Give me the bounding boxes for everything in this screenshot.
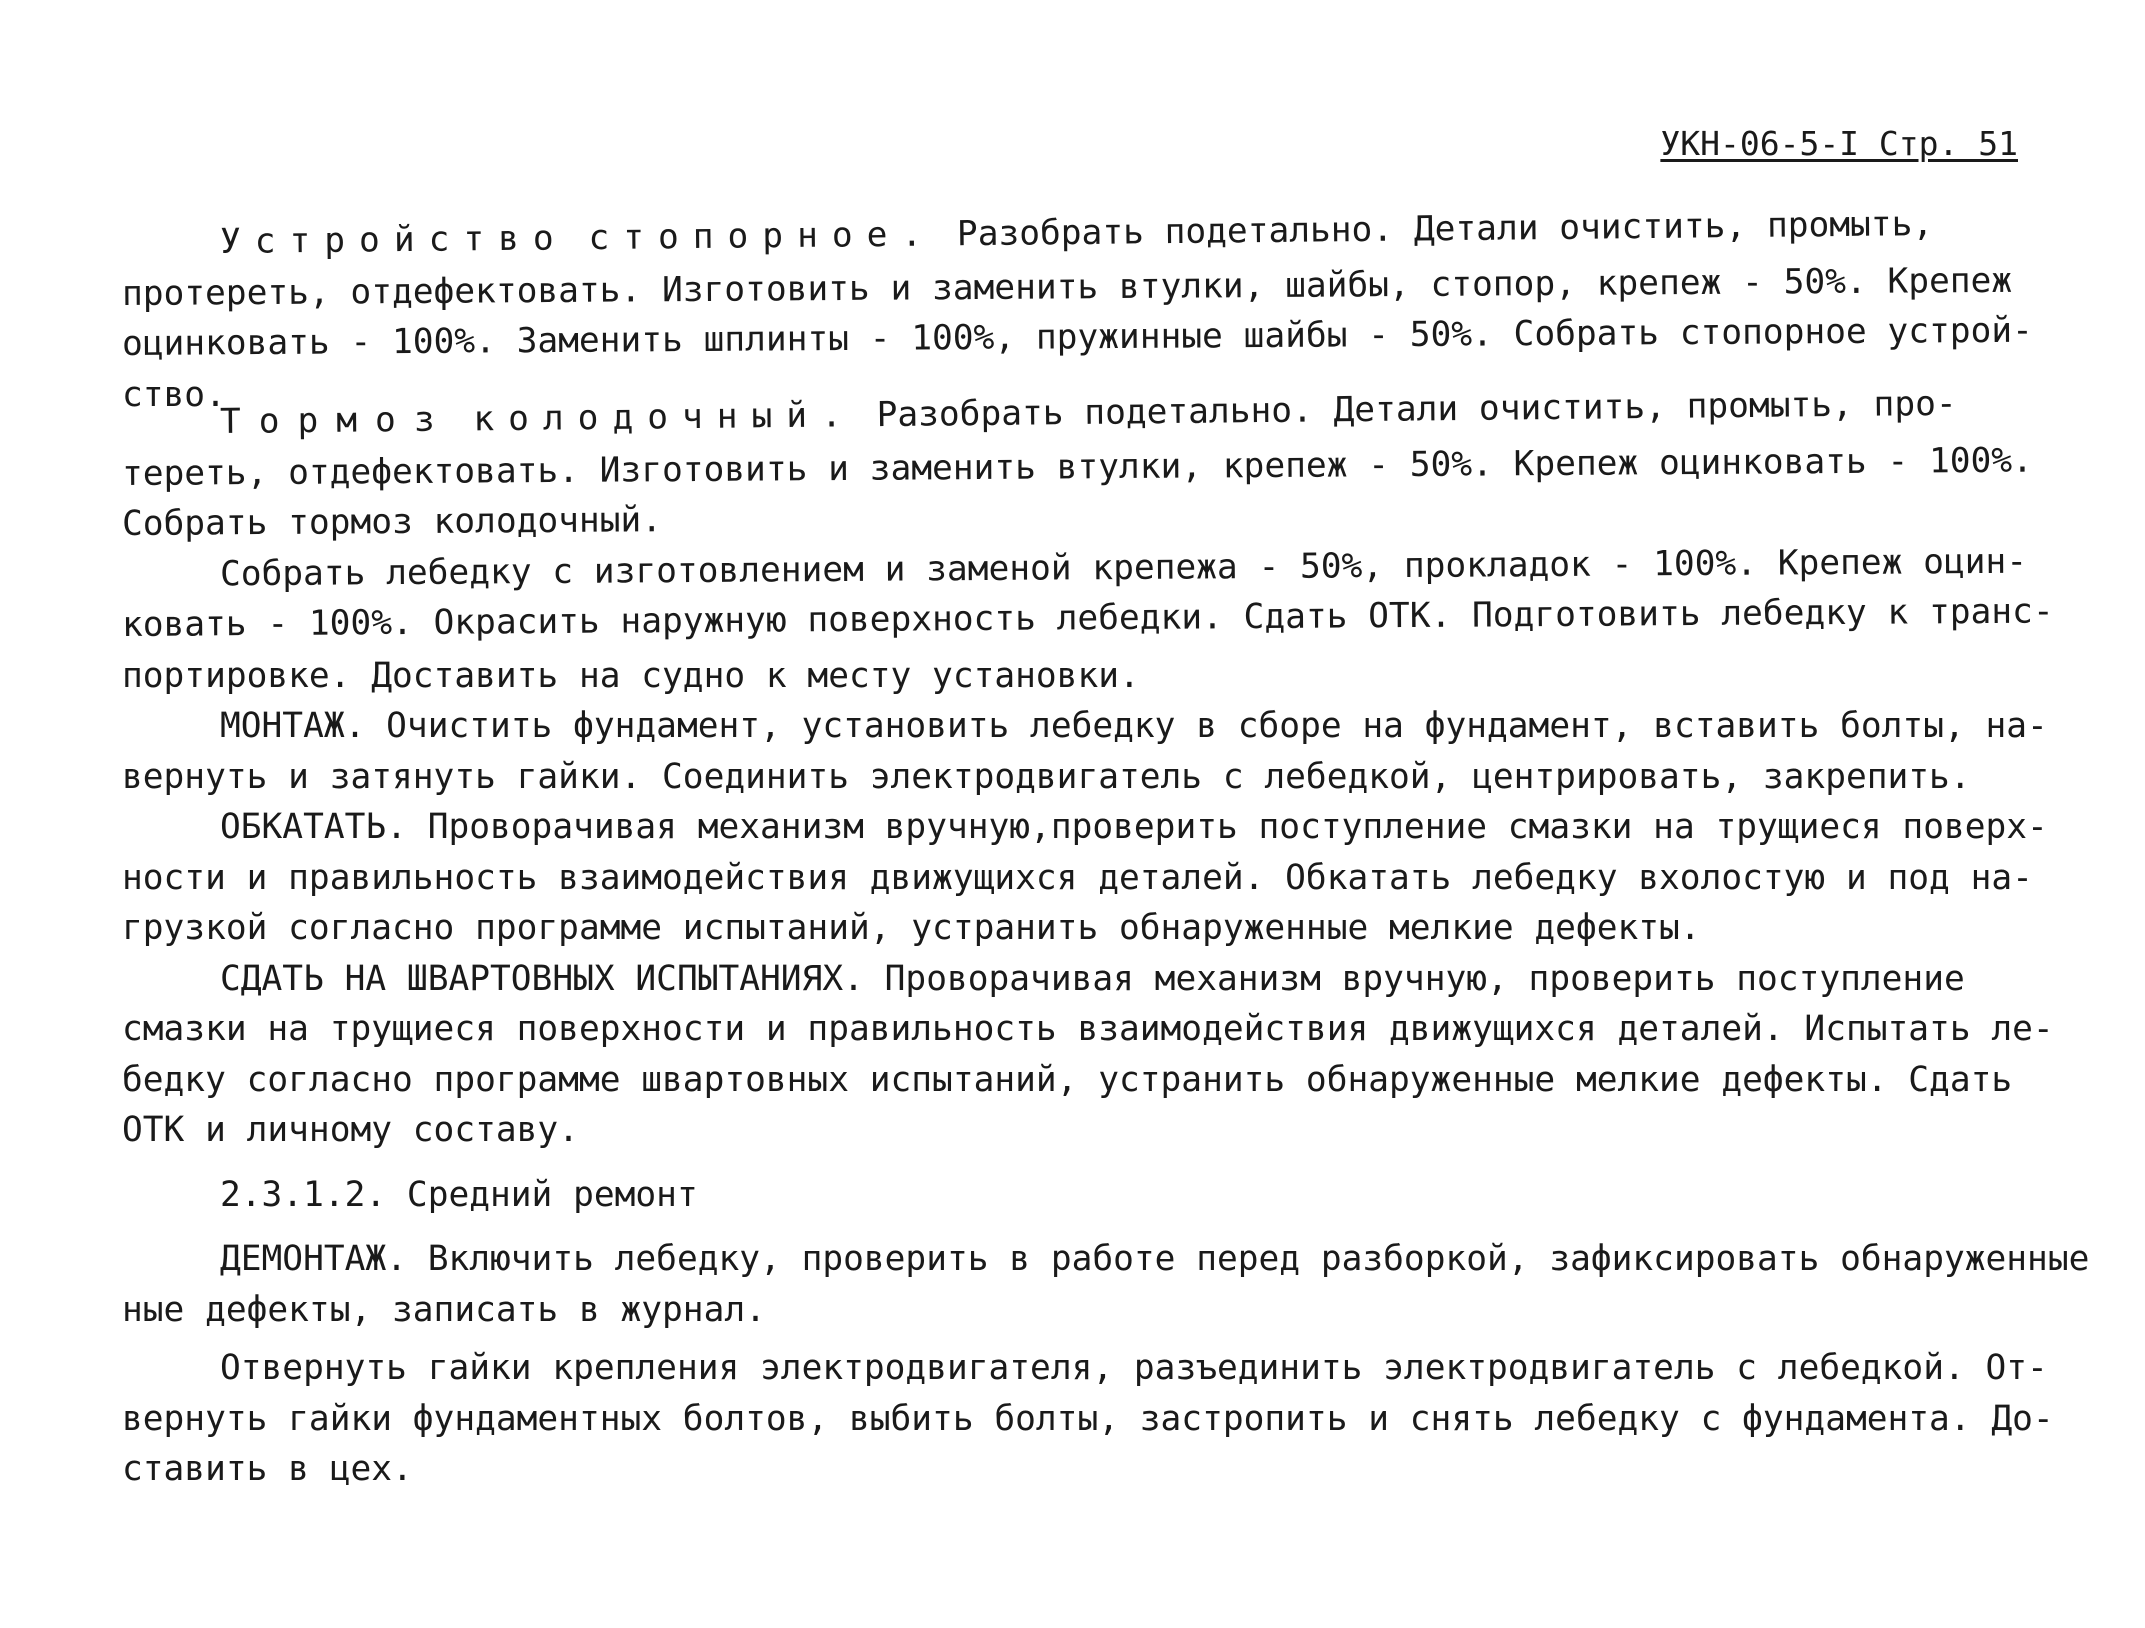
page-header-reference: УКН-06-5-I Стр. 51 (1660, 124, 2018, 163)
text-line: протереть, отдефектовать. Изготовить и заменить втулки, шайбы, стопор, крепеж - 50%. Крепеж (121, 260, 2013, 314)
text-line: ОТК и личному составу. (122, 1110, 579, 1150)
spaced-heading-word: колодочный. (473, 395, 857, 440)
spaced-heading-word: стопорное. (588, 214, 937, 259)
text-line: Собрать тормоз колодочный. (121, 500, 663, 544)
text-line: ОБКАТАТЬ. Проворачивая механизм вручную,проверить поступление смазки на трущиеся поверх- (220, 807, 2048, 847)
text-line: Отвернуть гайки крепления электродвигателя, разъединить электродвигатель с лебедкой. От- (220, 1348, 2048, 1388)
text-line: портировке. Доставить на судно к месту установки. (122, 655, 1140, 696)
spaced-heading-word: Устройство (219, 218, 568, 262)
text-line: ставить в цех. (122, 1449, 413, 1489)
text-line: Собрать лебедку с изготовлением и заменой крепежа - 50%, прокладок - 100%. Крепеж оцин- (219, 541, 2028, 594)
text-line: СДАТЬ НА ШВАРТОВНЫХ ИСПЫТАНИЯХ. Проворачивая механизм вручную, проверить поступление (220, 958, 1965, 999)
text-line: ство. (122, 374, 226, 415)
line-text: Разобрать подетально. Детали очистить, промыть, про- (855, 383, 1957, 436)
text-line: бедку согласно программе швартовных испытаний, устранить обнаруженные мелкие дефекты. Сдать (122, 1059, 2013, 1100)
line-text: Разобрать подетально. Детали очистить, промыть, (935, 204, 1934, 255)
spaced-heading-word: Тормоз (219, 399, 453, 442)
text-line: тереть, отдефектовать. Изготовить и заменить втулки, крепеж - 50%. Крепеж оцинковать - 100%. (121, 440, 2034, 494)
text-line: ности и правильность взаимодействия движущихся деталей. Обкатать лебедку вхолостую и под на- (122, 857, 2033, 898)
text-line: вернуть и затянуть гайки. Соединить электродвигатель с лебедкой, центрировать, закрепить. (122, 756, 1971, 797)
text-line: грузкой согласно программе испытаний, устранить обнаруженные мелкие дефекты. (122, 908, 1701, 948)
text-line: ные дефекты, записать в журнал. (122, 1289, 766, 1330)
text-line: ДЕМОНТАЖ. Включить лебедку, проверить в работе перед разборкой, зафиксировать обнаруженные (220, 1239, 2090, 1279)
section-heading: 2.3.1.2. Средний ремонт (220, 1174, 698, 1215)
document-body (121, 204, 2090, 1495)
text-line: ковать - 100%. Окрасить наружную поверхность лебедки. Сдать ОТК. Подготовить лебедку к транс- (121, 591, 2054, 645)
text-line: смазки на трущиеся поверхности и правильность взаимодействия движущихся деталей. Испытать ле- (122, 1009, 2054, 1049)
text-line: вернуть гайки фундаментных болтов, выбить болты, застропить и снять лебедку с фундамента. До- (122, 1398, 2054, 1439)
text-line: МОНТАЖ. Очистить фундамент, установить лебедку в сборе на фундамент, вставить болты, на- (220, 706, 2048, 746)
text-line: оцинковать - 100%. Заменить шплинты - 100%, пружинные шайбы - 50%. Собрать стопорное устрой- (121, 310, 2034, 364)
